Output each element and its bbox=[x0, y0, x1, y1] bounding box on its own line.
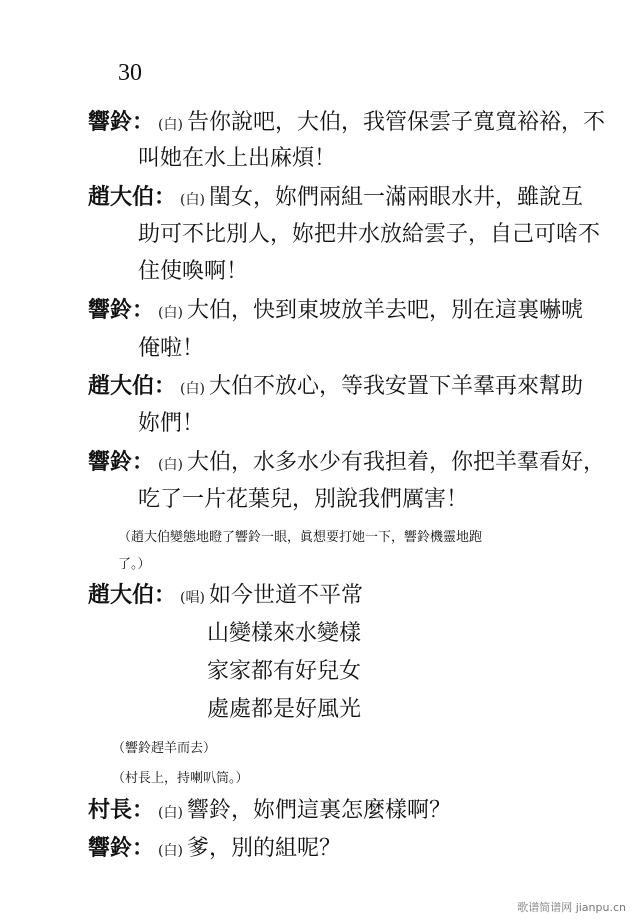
speaker-name: 響鈴： bbox=[88, 835, 155, 861]
dialogue-line bbox=[88, 109, 605, 138]
dialogue-line bbox=[88, 297, 583, 326]
mode-marker: (白) bbox=[180, 192, 205, 208]
line-text: 大伯不放心，等我安置下羊羣再來幫助 bbox=[208, 374, 583, 399]
song-line bbox=[207, 697, 361, 723]
mode-marker: (白) bbox=[158, 805, 183, 821]
line-text: 大伯，水多水少有我担着，你把羊羣看好， bbox=[186, 450, 605, 475]
dialogue-line bbox=[88, 184, 583, 213]
stage-direction: （村長上，持喇叭筒。） bbox=[112, 771, 249, 786]
watermark: 歌谱简谱网 jianpu.cn bbox=[517, 901, 626, 914]
dialogue-line bbox=[88, 373, 583, 402]
mode-marker: (白) bbox=[158, 457, 183, 473]
speaker-name: 響鈴： bbox=[88, 109, 155, 135]
dialogue-continuation bbox=[138, 336, 204, 362]
line-text: 助可不比別人，妳把井水放給雲子，自己可啥不 bbox=[138, 222, 601, 247]
song-line bbox=[88, 582, 363, 611]
dialogue-continuation bbox=[138, 146, 336, 172]
stage-direction: （趙大伯變態地瞪了響鈴一眼，眞想要打她一下，響鈴機靈地跑 bbox=[118, 530, 483, 545]
dialogue-continuation bbox=[138, 222, 600, 248]
line-text: 爹，別的組呢？ bbox=[186, 836, 341, 861]
speaker-name: 趙大伯： bbox=[88, 582, 177, 608]
line-text: 閨女，妳們兩組一滿兩眼水井，雖說互 bbox=[208, 185, 583, 210]
line-text: 響鈴，妳們這裏怎麼樣啊？ bbox=[186, 798, 451, 823]
line-text: 吃了一片花葉兒，別說我們厲害！ bbox=[138, 487, 469, 512]
line-text: 家家都有好兒女 bbox=[207, 659, 362, 684]
dialogue-continuation bbox=[138, 411, 204, 437]
speaker-name: 響鈴： bbox=[88, 449, 155, 475]
line-text: 住使喚啊！ bbox=[138, 259, 249, 284]
line-text: 大伯，快到東坡放羊去吧，別在這裏嚇唬 bbox=[186, 298, 583, 323]
stage-direction: 了。） bbox=[118, 557, 151, 572]
dialogue-continuation bbox=[138, 259, 248, 285]
line-text: 妳們！ bbox=[138, 411, 205, 436]
speaker-name: 響鈴： bbox=[88, 297, 155, 323]
stage-direction: （響鈴趕羊而去） bbox=[112, 741, 217, 756]
dialogue-continuation bbox=[138, 487, 468, 513]
dialogue-line bbox=[88, 797, 451, 826]
mode-marker: (白) bbox=[158, 843, 183, 859]
mode-marker: (唱) bbox=[180, 590, 205, 606]
speaker-name: 趙大伯： bbox=[88, 373, 177, 399]
speaker-name: 趙大伯： bbox=[88, 184, 177, 210]
song-line bbox=[207, 621, 361, 647]
dialogue-line bbox=[88, 449, 605, 478]
page-number: 30 bbox=[118, 60, 142, 86]
dialogue-line bbox=[88, 835, 341, 864]
line-text: 告你說吧，大伯，我管保雲子寬寬裕裕，不 bbox=[186, 110, 605, 135]
line-text: 如今世道不平常 bbox=[208, 583, 363, 608]
mode-marker: (白) bbox=[158, 305, 183, 321]
mode-marker: (白) bbox=[158, 117, 183, 133]
mode-marker: (白) bbox=[180, 381, 205, 397]
song-line bbox=[207, 659, 361, 685]
line-text: 叫她在水上出麻煩！ bbox=[138, 146, 337, 171]
line-text: 山變樣來水變樣 bbox=[207, 621, 362, 646]
speaker-name: 村長： bbox=[88, 797, 155, 823]
line-text: 俺啦！ bbox=[138, 336, 205, 361]
line-text: 處處都是好風光 bbox=[207, 697, 362, 722]
